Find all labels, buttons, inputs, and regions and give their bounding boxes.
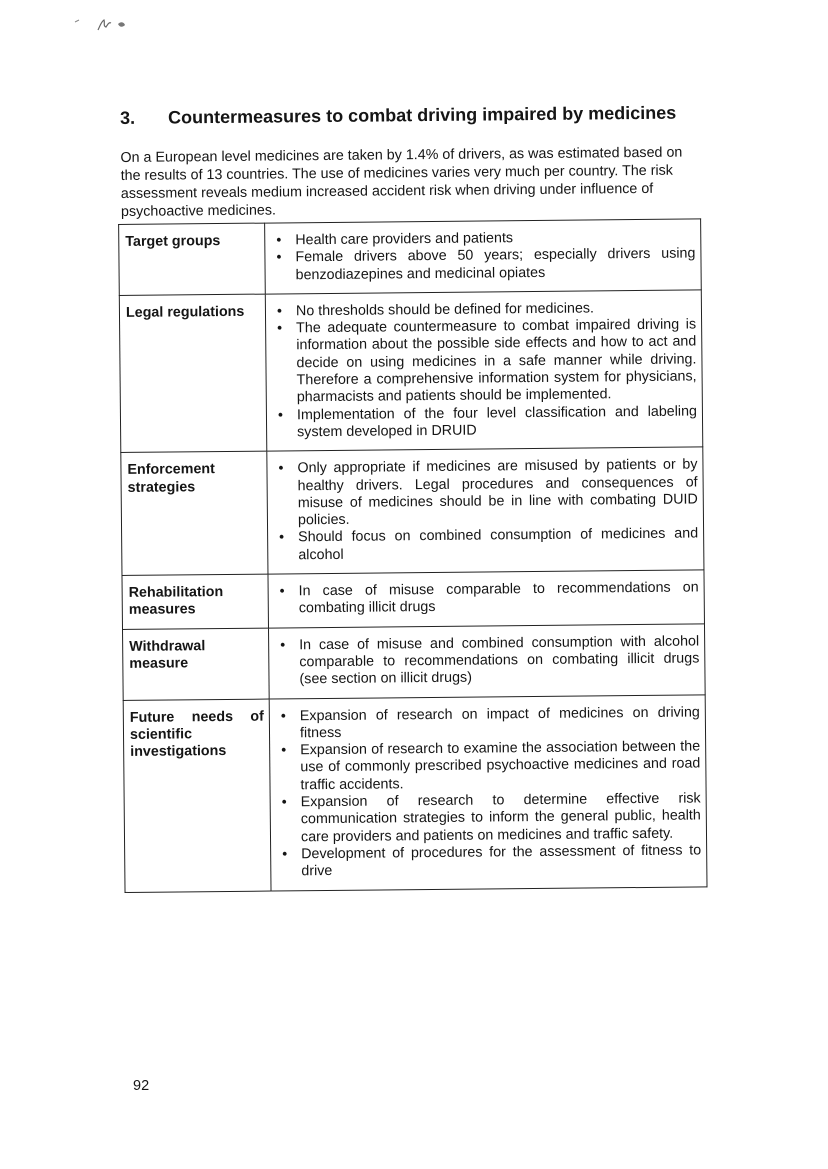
bullet-icon: • — [277, 407, 284, 424]
row-label: Withdrawal measure — [123, 628, 270, 700]
list-item-text: Should focus on combined consumption of medicines and alcohol — [298, 525, 699, 564]
section-title: Countermeasures to combat driving impaired by medicines — [167, 102, 677, 128]
bullet-icon: • — [280, 637, 286, 654]
bullet-icon: • — [276, 232, 282, 249]
row-label: Rehabilitation measures — [122, 574, 269, 629]
bullet-list — [275, 633, 699, 689]
table-row — [122, 570, 704, 629]
list-item — [277, 842, 701, 881]
table-row — [119, 290, 702, 453]
bullet-icon: • — [278, 460, 284, 477]
row-items-cell — [268, 624, 705, 699]
list-item-text: The adequate countermeasure to combat impaired driving is information about the possible side effects and how to act and decide on using medicines in a safe manner while driving. Therefore a comprehensive information system for physicians, pharmacists and patients should be implemented. — [296, 316, 697, 406]
bullet-icon: • — [279, 529, 285, 546]
list-item-text: Development of procedures for the assessment of fitness to drive — [301, 842, 702, 880]
list-item — [276, 739, 700, 795]
bullet-icon: • — [279, 583, 285, 600]
row-items-cell — [265, 219, 702, 294]
list-item-text: Expansion of research on impact of medicines on driving fitness — [299, 703, 700, 742]
list-item-text: In case of misuse comparable to recommendations on combating illicit drugs — [298, 579, 699, 617]
bullet-list — [276, 704, 702, 881]
list-item — [275, 633, 699, 689]
section-number: 3. — [119, 107, 136, 128]
list-item-text: Implementation of the four level classification and labeling system developed in DRUID — [296, 403, 698, 441]
bullet-icon: • — [281, 794, 287, 811]
bullet-icon: • — [276, 303, 283, 320]
table-row — [123, 694, 707, 892]
bullet-icon: • — [280, 707, 286, 724]
list-item-text: Health care providers and patients — [295, 230, 514, 249]
row-items-cell — [265, 290, 702, 452]
bullet-icon: • — [281, 742, 287, 759]
table-row — [119, 219, 702, 295]
list-item-text: Female drivers above 50 years; especially drivers using benzodiazepines and medicinal opiates — [295, 245, 696, 283]
list-item-text: Expansion of research to examine the association between the use of commonly prescribed psychoactive medicines and road traffic accidents. — [300, 738, 701, 793]
intro-paragraph: On a European level medicines are taken by 1.4% of drivers, as was estimated based on the results of 13 countries. The use of medicines varies very much per country. The risk assessment reveals medium increased accident risk when driving under influence of psychoactive medicines. — [120, 144, 683, 220]
section-heading — [120, 102, 707, 129]
row-items-cell — [268, 570, 704, 628]
countermeasures-table-body — [119, 219, 707, 892]
list-item — [271, 246, 695, 285]
list-item — [273, 403, 697, 442]
row-label: Enforcement strategies — [121, 451, 268, 575]
list-item — [275, 579, 699, 618]
row-label: Legal regulations — [119, 294, 267, 453]
list-item-text: No thresholds should be defined for medicines. — [295, 300, 595, 320]
countermeasures-table — [118, 218, 707, 892]
bullet-list — [271, 228, 695, 284]
bullet-icon: • — [277, 320, 283, 337]
row-label: Target groups — [119, 223, 266, 295]
bullet-list — [275, 579, 699, 618]
row-label: Future needs of scientific investigations — [123, 699, 271, 892]
page-number: 92 — [133, 1078, 150, 1094]
bullet-icon: • — [282, 846, 288, 863]
list-item-text: Expansion of research to determine effective risk communication strategies to inform the general public, health care providers and patients on medicines and traffic safety. — [300, 790, 701, 845]
list-item — [277, 790, 701, 846]
list-item — [272, 317, 697, 408]
list-item-text: Only appropriate if medicines are misused by patients or by healthy drivers. Legal procedures and consequences of misuse of medicines should be in line with combating DUID policies. — [297, 456, 698, 529]
scan-artifact-marks — [72, 10, 142, 32]
row-items-cell — [267, 447, 704, 574]
list-item — [276, 704, 700, 743]
list-item-text: In case of misuse and combined consumption with alcohol comparable to recommendations on combating illicit drugs (see section on illicit drugs) — [299, 633, 700, 688]
bullet-list — [273, 457, 698, 565]
document-page — [117, 102, 715, 892]
list-item — [273, 457, 698, 530]
table-row — [123, 624, 706, 700]
table-row — [121, 447, 704, 575]
row-items-cell — [269, 694, 707, 890]
bullet-icon: • — [276, 249, 282, 266]
list-item — [274, 526, 698, 565]
bullet-list — [272, 299, 697, 441]
